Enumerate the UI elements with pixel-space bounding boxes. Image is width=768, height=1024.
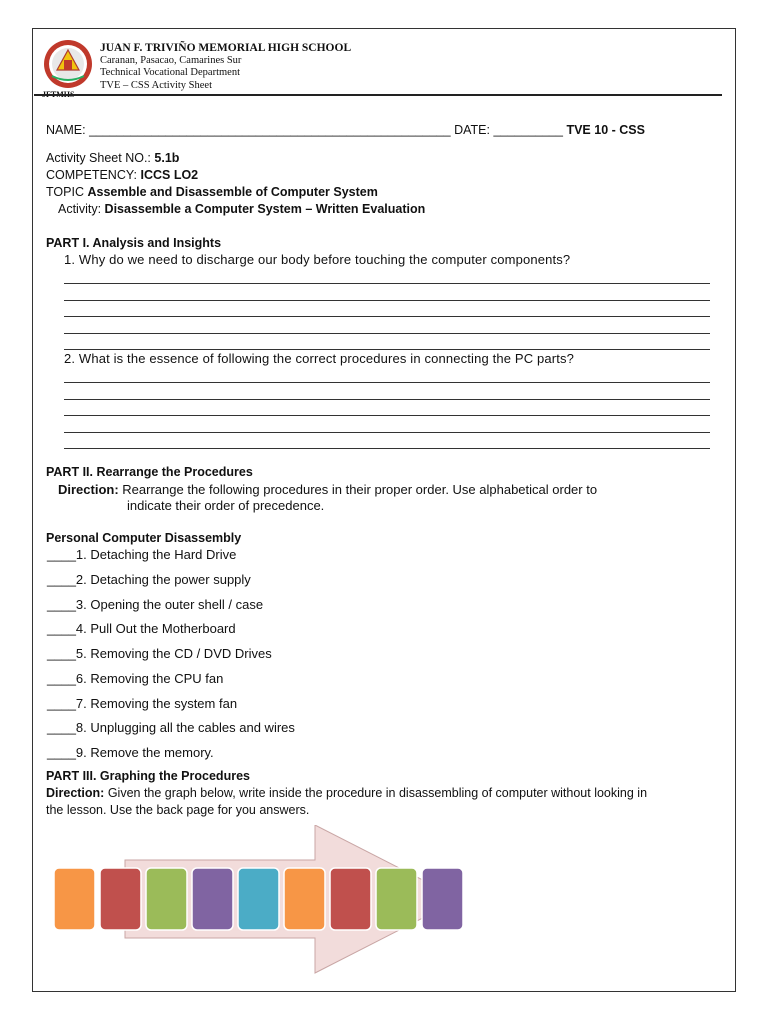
list-item[interactable]: ____6. Removing the CPU fan [47,670,224,686]
part3-direction [46,786,647,800]
name-label: NAME: [46,123,86,137]
answer-line[interactable] [64,334,710,350]
answer-line[interactable] [64,400,710,416]
disassembly-list-title: Personal Computer Disassembly [46,531,242,545]
list-item[interactable]: ____1. Detaching the Hard Drive [47,547,237,562]
logo-text: JFTMHS [42,90,75,99]
list-item[interactable]: ____5. Removing the CD / DVD Drives [47,646,272,661]
answer-line[interactable] [64,284,710,300]
part3-direction-text-2: the lesson. Use the back page for you answers. [46,803,310,817]
part1-title: PART I. Analysis and Insights [46,236,222,250]
answer-line[interactable] [64,367,710,383]
header-divider [34,94,722,96]
topic-value: Assemble and Disassemble of Computer System [87,185,378,199]
list-item[interactable]: ____7. Removing the system fan [47,695,238,711]
name-blank[interactable]: ____________________________________________________ [89,123,451,137]
procedure-arrow-graphic [50,825,480,975]
answer-line[interactable] [64,301,710,317]
list-item[interactable]: ____3. Opening the outer shell / case [47,596,264,612]
answer-line[interactable] [64,268,710,284]
activity-number: 5.1b [154,151,180,165]
topic-label: TOPIC [46,185,84,199]
activity-number-label: Activity Sheet NO.: [46,151,151,165]
grade-level: TVE 10 - CSS [566,123,645,137]
procedure-boxes [54,868,463,930]
procedure-box[interactable] [422,868,463,930]
competency-value: ICCS LO2 [140,168,199,182]
list-item[interactable]: ____2. Detaching the power supply [47,571,251,587]
answer-line[interactable] [64,433,710,449]
activity-value: Disassemble a Computer System – Written Evaluation [104,202,426,216]
date-blank[interactable]: __________ [493,123,563,137]
answer-line[interactable] [64,317,710,333]
competency-line [46,168,198,182]
part2-title: PART II. Rearrange the Procedures [46,465,253,479]
procedure-box[interactable] [100,868,141,930]
activity-line [58,202,425,216]
answer-lines-1[interactable] [64,268,710,350]
list-item[interactable]: ____9. Remove the memory. [47,745,214,760]
part3-direction-label: Direction: [46,786,105,800]
name-date-row [46,123,645,137]
part2-direction-label: Direction: [58,482,119,497]
topic-line [46,185,378,199]
activity-number-line [46,151,179,165]
school-address: Caranan, Pasacao, Camarines Sur [100,54,242,66]
sheet-type: TVE – CSS Activity Sheet [100,79,213,91]
procedure-box[interactable] [192,868,233,930]
procedure-box[interactable] [238,868,279,930]
answer-line[interactable] [64,383,710,399]
answer-line[interactable] [64,416,710,432]
part2-direction [58,482,597,497]
procedure-box[interactable] [330,868,371,930]
department-name: Technical Vocational Department [100,67,240,78]
part3-title: PART III. Graphing the Procedures [46,769,250,783]
school-header [42,38,724,98]
activity-label: Activity: [58,202,102,216]
competency-label: COMPETENCY: [46,168,137,182]
list-item[interactable]: ____8. Unplugging all the cables and wires [47,720,295,736]
question-1: 1. Why do we need to discharge our body before touching the computer components? [64,252,571,267]
procedure-list [47,545,295,768]
part3-direction-text-1: Given the graph below, write inside the procedure in disassembling of computer without looking in [107,786,648,800]
school-name: JUAN F. TRIVIÑO MEMORIAL HIGH SCHOOL [100,42,352,54]
procedure-box[interactable] [284,868,325,930]
procedure-box[interactable] [376,868,417,930]
part2-direction-text-2: indicate their order of precedence. [127,498,325,513]
part2-direction-text-1: Rearrange the following procedures in their proper order. Use alphabetical order to [122,482,598,497]
list-item[interactable]: ____4. Pull Out the Motherboard [47,621,236,637]
header-text-block [100,42,351,92]
date-label: DATE: [454,123,490,137]
question-2: 2. What is the essence of following the correct procedures in connecting the PC parts? [64,351,575,366]
procedure-box[interactable] [54,868,95,930]
answer-lines-2[interactable] [64,367,710,449]
procedure-box[interactable] [146,868,187,930]
